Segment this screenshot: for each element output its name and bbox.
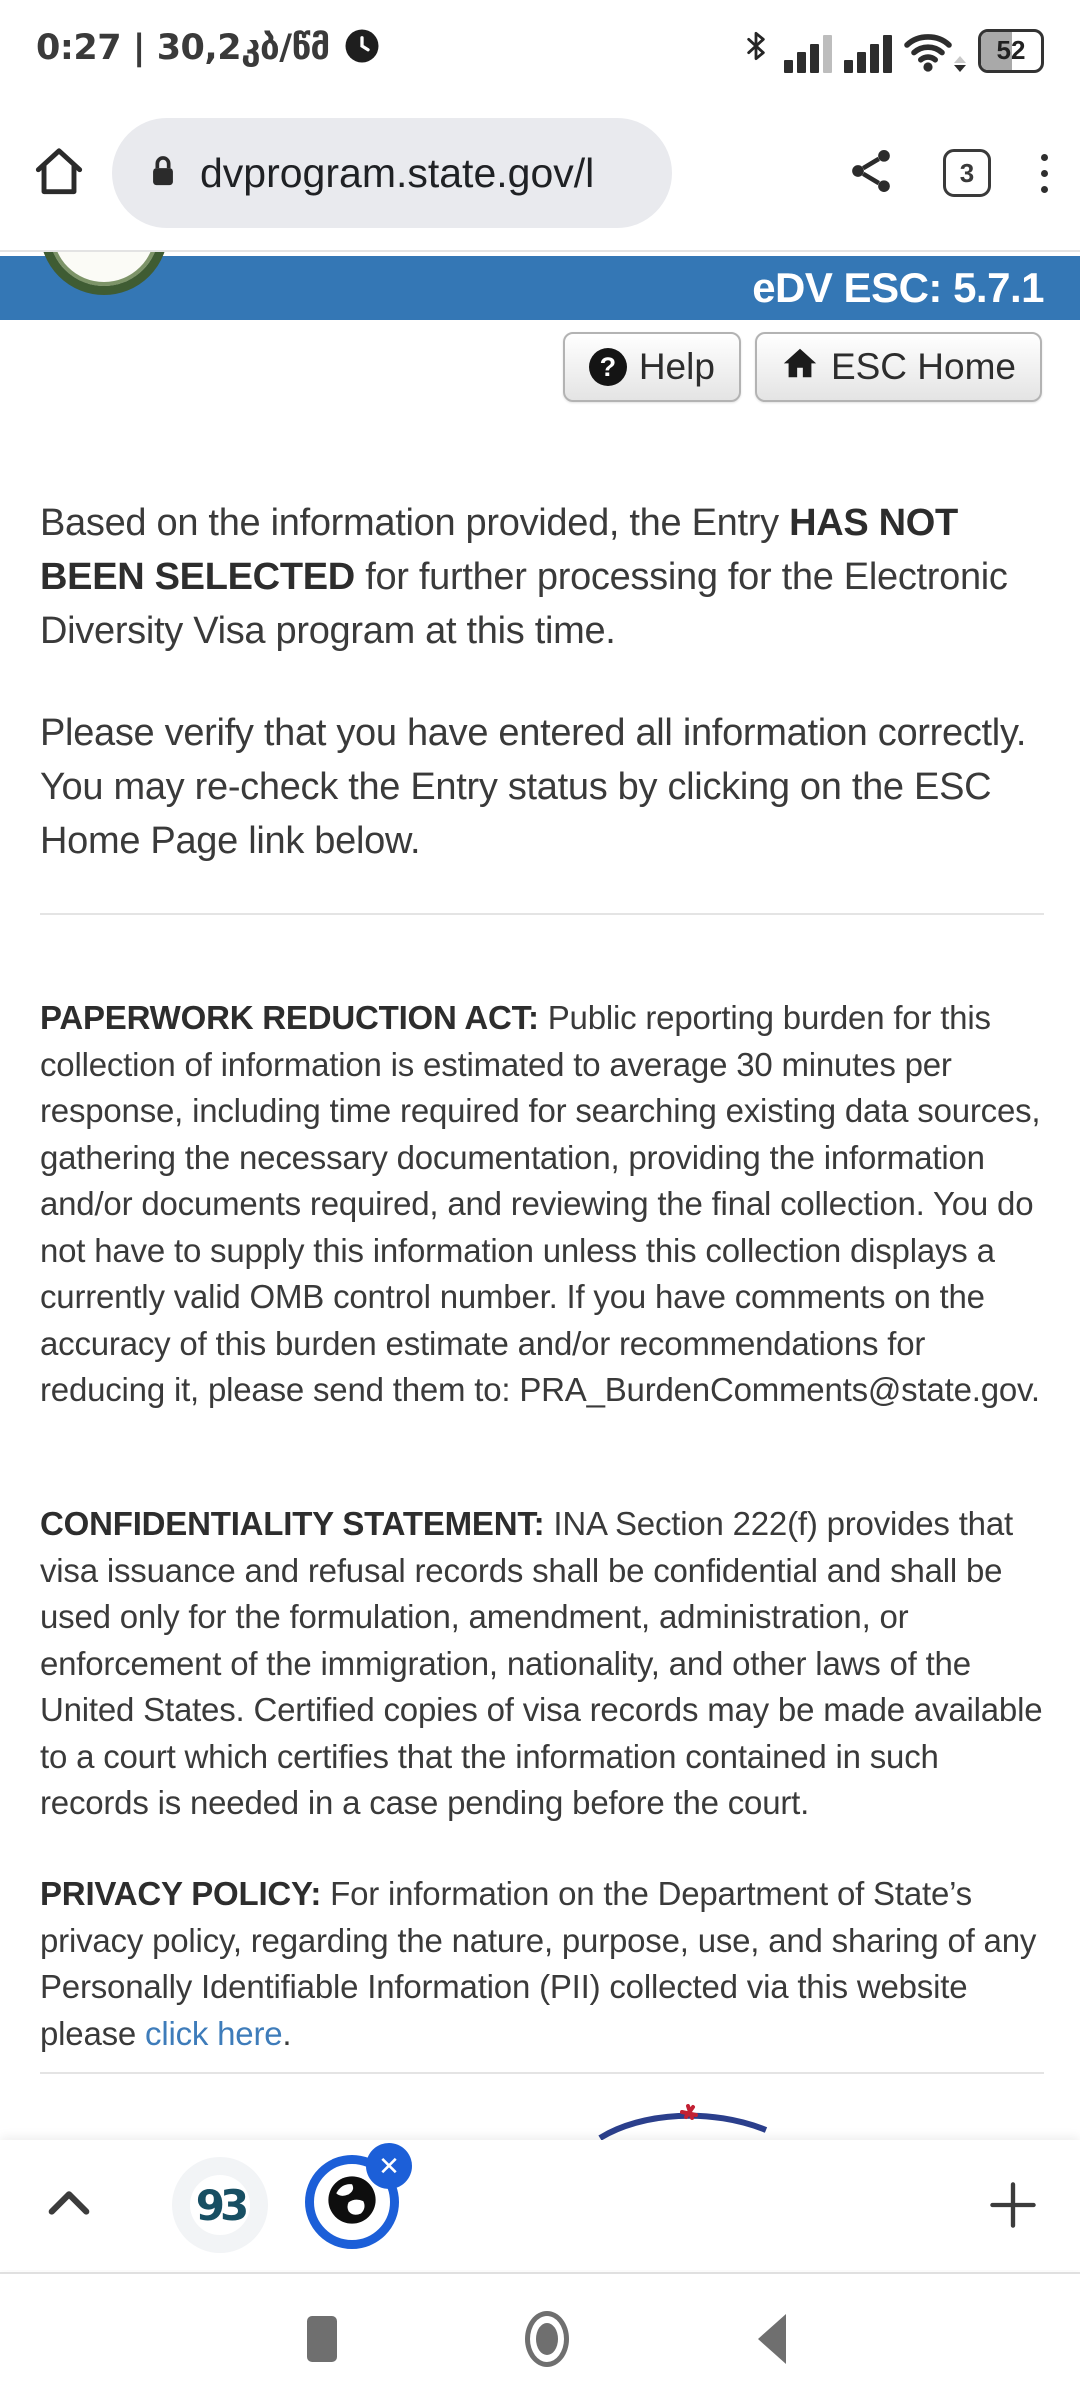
result-paragraph xyxy=(40,496,1044,658)
help-icon: ? xyxy=(589,348,627,386)
esc-home-button[interactable] xyxy=(755,332,1042,402)
floating-app-bubble-inner xyxy=(190,2175,250,2235)
tab-count: 3 xyxy=(959,157,975,188)
browser-actions xyxy=(845,145,1052,202)
paperwork-reduction-act-paragraph xyxy=(40,995,1044,1414)
chevron-up-icon[interactable] xyxy=(46,2188,92,2221)
lock-icon xyxy=(146,150,180,197)
browser-toolbar xyxy=(0,96,1080,252)
divider xyxy=(40,913,1044,915)
browser-menu-icon[interactable] xyxy=(1037,150,1052,197)
back-button[interactable] xyxy=(758,2314,786,2364)
click-here-link[interactable]: click here xyxy=(145,2014,283,2052)
help-button-label: Help xyxy=(638,346,715,387)
bluetooth-icon xyxy=(740,24,772,73)
recents-button[interactable] xyxy=(307,2316,337,2362)
verify-paragraph: Please verify that you have entered all information correctly. You may re-check the Entry status by clicking on the ESC Home Page link below. xyxy=(40,712,1027,862)
signal-bars-sim2-icon xyxy=(844,33,892,73)
edv-header-bar xyxy=(0,256,1080,320)
confidentiality-statement-paragraph xyxy=(40,1501,1044,1827)
battery-icon xyxy=(978,29,1044,73)
esc-home-button-label: ESC Home xyxy=(830,346,1016,387)
android-nav-bar xyxy=(0,2272,1080,2400)
new-tab-plus-icon[interactable] xyxy=(987,2179,1039,2236)
divider xyxy=(40,2072,1044,2074)
header-buttons xyxy=(563,332,1042,402)
privacy-text-post: . xyxy=(282,2014,292,2052)
home-icon[interactable] xyxy=(28,140,90,207)
status-time-data-text: 0:27 | 30,2კბ/წმ xyxy=(36,28,330,68)
status-left xyxy=(36,28,380,69)
clock-icon xyxy=(344,28,380,69)
floating-app-bubble-glyph: 93 xyxy=(195,2180,245,2230)
close-icon: ✕ xyxy=(378,2150,400,2181)
wifi-icon xyxy=(904,31,966,73)
tab-switcher-button[interactable] xyxy=(943,149,991,197)
url-text[interactable]: dvprogram.state.gov/l xyxy=(200,149,595,196)
dv-logo-fragment-image xyxy=(592,2104,772,2140)
confidentiality-text: INA Section 222(f) provides that visa issuance and refusal records shall be confidential and shall be used only for the formulation, amendment, administration, or enforcement of the immigration, nationality, and other laws of the United States. Certified copies of visa records may be made available to a court which certifies that the information contained in such records is needed in a case pending before the court. xyxy=(40,1505,1043,1821)
android-home-button[interactable] xyxy=(525,2311,569,2367)
confidentiality-label: CONFIDENTIALITY STATEMENT: xyxy=(40,1505,545,1542)
paperwork-label: PAPERWORK REDUCTION ACT: xyxy=(40,999,539,1036)
result-text-bold: HAS NOT BEEN SELECTED xyxy=(40,502,958,598)
status-right xyxy=(740,24,1044,73)
address-bar[interactable] xyxy=(112,118,672,228)
signal-bars-sim1-icon xyxy=(784,33,832,73)
home-button-dot xyxy=(536,2323,558,2355)
bubble-close-button[interactable] xyxy=(366,2143,412,2189)
house-icon xyxy=(781,344,819,391)
status-bar xyxy=(0,0,1080,96)
wifi-activity-arrows-icon xyxy=(954,56,966,72)
privacy-text-pre: For information on the Department of State’s privacy policy, regarding the nature, purpose, use, and sharing of any Personally Identifiable Information (PII) collected via this website please xyxy=(40,1875,1037,2052)
result-text-pre: Based on the information provided, the Entry xyxy=(40,502,790,544)
privacy-policy-paragraph xyxy=(40,1871,1044,2057)
share-icon[interactable] xyxy=(845,145,897,202)
floating-app-bubble[interactable] xyxy=(172,2157,268,2253)
result-text-post: for further processing for the Electronic Diversity Visa program at this time. xyxy=(40,556,1008,652)
edv-version-title: eDV ESC: 5.7.1 xyxy=(752,264,1044,311)
privacy-label: PRIVACY POLICY: xyxy=(40,1875,322,1912)
webpage-content xyxy=(0,252,1080,2140)
help-button[interactable] xyxy=(563,332,741,402)
bottom-toolbar xyxy=(0,2140,1080,2270)
paperwork-text: Public reporting burden for this collection of information is estimated to average 30 minutes per response, including time required for searching existing data sources, gathering the necessary documentation, providing the information and/or documents required, and reviewing the final collection. You do not have to supply this information unless this collection displays a currently valid OMB control number. If you have comments on the accuracy of this burden estimate and/or recommendations for reducing it, please send them to: PRA_BurdenComments@state.gov. xyxy=(40,999,1041,1408)
battery-percent: 52 xyxy=(996,35,1026,65)
